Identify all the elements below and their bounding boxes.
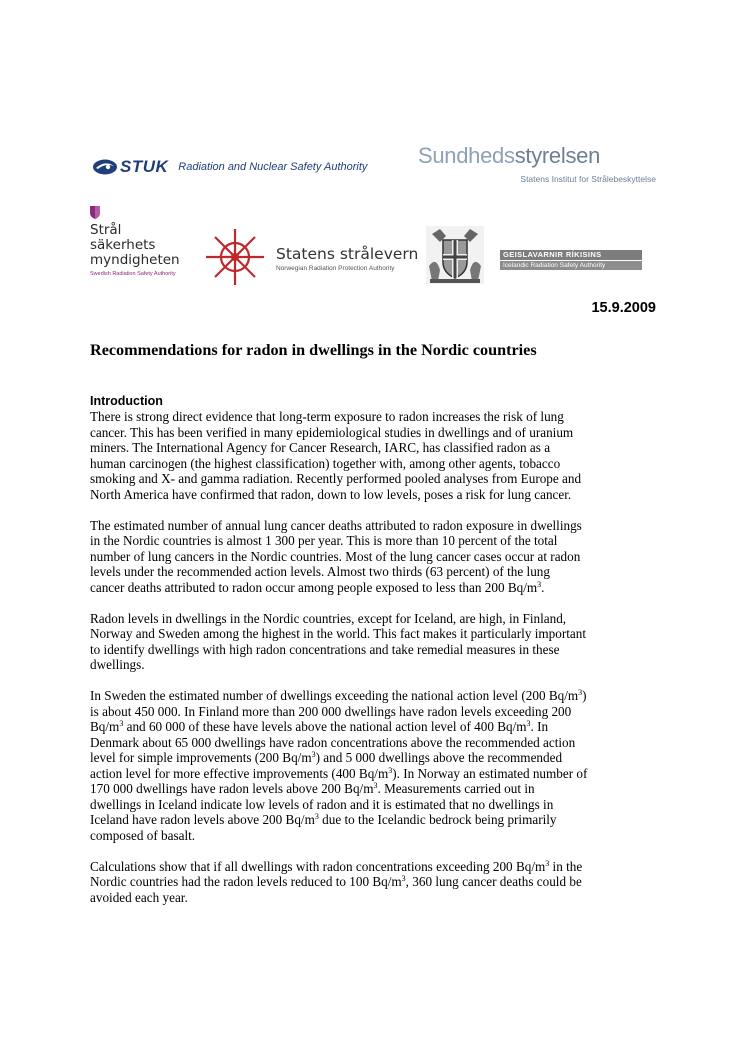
paragraph-line: The estimated number of annual lung cancer deaths attributed to radon exposure in dwellings: [90, 517, 582, 533]
stralevern-logo: [276, 245, 418, 272]
text-run: ) and 5 000 dwellings above the recommended: [315, 750, 563, 765]
unit-exponent: 3: [373, 781, 378, 790]
paragraph-line: in the Nordic countries is almost 1 300 per year. This is more than 10 percent of the total: [90, 533, 558, 548]
section-heading-introduction: Introduction: [90, 394, 163, 408]
sundhedsstyrelsen-logo-subtitle: Statens Institut for Strålebeskyttelse: [520, 174, 656, 184]
ssm-logo: [90, 206, 200, 277]
text-run: . In: [530, 719, 549, 734]
paragraph-line: Denmark about 65 000 dwellings have radon concentrations above the recommended action: [90, 734, 576, 750]
document-body: [90, 394, 670, 921]
unit-bq-m3: [516, 859, 549, 874]
text-run: level for simple improvements (200: [90, 750, 283, 765]
paragraph-line: [90, 874, 670, 890]
stralevern-emblem-icon: [202, 225, 268, 289]
paragraph-1: [90, 409, 670, 502]
unit-bq-m3: [90, 719, 123, 734]
stralevern-logo-subtitle: Norwegian Radiation Protection Authority: [276, 265, 395, 272]
unit-base: Bq/m: [90, 719, 120, 734]
paragraph-line: There is strong direct evidence that long-term exposure to radon increases the risk of lung: [90, 409, 564, 424]
unit-base: Bq/m: [358, 765, 389, 781]
ssm-logo-line-3: myndigheten: [90, 252, 180, 268]
paragraph-line: Radon levels in dwellings in the Nordic countries, except for Iceland, are high, in Finland,: [90, 610, 567, 626]
paragraph-line: Norway and Sweden among the highest in the world. This fact makes it particularly important: [90, 626, 586, 641]
paragraph-line: miners. The International Agency for Cancer Research, IARC, has classified radon as a: [90, 440, 551, 455]
unit-bq-m3: [344, 781, 377, 796]
paragraph-4: [90, 688, 670, 843]
paragraph-line: [90, 688, 670, 704]
unit-exponent: 3: [578, 688, 583, 697]
unit-exponent: 3: [388, 765, 393, 775]
text-run: Nordic countries had the radon levels reduced to 100: [90, 874, 373, 889]
sundhedsstyrelsen-logo: [418, 144, 658, 184]
unit-base: Bq/m: [507, 579, 538, 595]
text-run: Iceland have radon levels above 200: [90, 812, 286, 827]
paragraph-line: [90, 750, 670, 766]
unit-exponent: 3: [545, 858, 550, 868]
unit-exponent: 3: [537, 579, 542, 589]
stralevern-logo-name: Statens strålevern: [276, 245, 419, 263]
paragraph-line: to identify dwellings with high radon concentrations and take remedial measures in these: [90, 641, 560, 657]
ssm-logo-line-1: Strål: [90, 222, 122, 238]
stuk-logo-name: STUK: [120, 157, 169, 176]
document-date: 15.9.2009: [591, 300, 656, 316]
unit-bq-m3: [508, 580, 541, 595]
unit-exponent: 3: [526, 719, 531, 728]
unit-base: Bq/m: [548, 688, 579, 703]
paragraph-line: smoking and X- and gamma radiation. Recently performed pooled analyses from Europe and: [90, 471, 582, 486]
text-run: In Sweden the estimated number of dwellings exceeding the national action level (200: [90, 688, 549, 703]
sundhedsstyrelsen-logo-name: [418, 144, 658, 168]
text-run: due to the Icelandic bedrock being primarily: [318, 812, 557, 827]
paragraph-line: [90, 766, 670, 782]
unit-base: Bq/m: [344, 781, 374, 796]
ssm-shield-icon: [90, 206, 100, 219]
paragraph-line: number of lung cancers in the Nordic countries. Most of the lung cancer cases occur at radon: [90, 548, 581, 564]
paragraph-line: dwellings.: [90, 657, 145, 672]
geislavarnir-logo: [500, 250, 642, 270]
text-run: ): [582, 688, 587, 703]
paragraph-line: [90, 781, 670, 797]
paragraph-line: North America have confirmed that radon, down to low levels, poses a risk for lung cancer.: [90, 486, 572, 502]
unit-bq-m3: [286, 812, 319, 827]
paragraph-line: [90, 719, 670, 735]
unit-base: Bq/m: [497, 719, 527, 734]
unit-exponent: 3: [401, 874, 406, 883]
unit-bq-m3: [282, 750, 315, 765]
text-run: action level for more effective improvements (400: [90, 765, 359, 781]
paragraph-3: [90, 611, 670, 673]
unit-exponent: 3: [119, 719, 124, 728]
geislavarnir-logo-subtitle: Icelandic Radiation Safety Authority: [500, 261, 642, 270]
paragraph-line: [90, 859, 670, 875]
unit-bq-m3: [497, 719, 530, 734]
paragraph-line: [90, 580, 670, 596]
stuk-logo-tagline: Radiation and Nuclear Safety Authority: [178, 161, 368, 173]
unit-base: Bq/m: [285, 812, 315, 827]
icelandic-crest-icon: [426, 226, 484, 284]
ssm-logo-line-2: säkerhets: [90, 237, 156, 253]
paragraph-5: [90, 859, 670, 906]
paragraph-line: levels under the recommended action levels. Almost two thirds (63 percent) of the lung: [90, 564, 550, 579]
unit-base: Bq/m: [282, 750, 312, 765]
unit-base: Bq/m: [515, 858, 546, 874]
ssm-logo-subtitle: Swedish Radiation Safety Authority: [90, 271, 176, 277]
document-title: Recommendations for radon in dwellings in the Nordic countries: [90, 341, 537, 359]
unit-exponent: 3: [311, 750, 316, 759]
geislavarnir-logo-name: GEISLAVARNIR RÍKISINS: [500, 250, 642, 260]
paragraph-line: dwellings in Iceland indicate low levels of radon and it is estimated that no dwellings in: [90, 796, 554, 812]
text-run: cancer deaths attributed to radon occur among people exposed to less than 200: [90, 579, 508, 595]
sundhedsstyrelsen-name-part2: styrelsen: [514, 143, 601, 168]
unit-bq-m3: [372, 874, 405, 889]
unit-bq-m3: [359, 766, 392, 781]
paragraph-line: [90, 812, 670, 828]
text-run: . Measurements carried out in: [377, 781, 535, 796]
stuk-logo: [92, 155, 367, 179]
paragraph-line: composed of basalt.: [90, 827, 196, 843]
unit-base: Bq/m: [372, 874, 402, 889]
paragraph-2: [90, 518, 670, 596]
paragraph-line: cancer. This has been verified in many epidemiological studies in dwellings and of uranium: [90, 424, 574, 440]
unit-exponent: 3: [314, 812, 319, 821]
paragraph-line: avoided each year.: [90, 889, 188, 905]
text-run: 170 000 dwellings have radon levels above 200: [90, 781, 345, 796]
text-run: Calculations show that if all dwellings with radon concentrations exceeding 200: [90, 858, 516, 874]
paragraph-line: is about 450 000. In Finland more than 200 000 dwellings have radon levels exceeding 200: [90, 703, 572, 719]
unit-bq-m3: [549, 688, 582, 703]
text-run: , 360 lung cancer deaths could be: [405, 874, 582, 889]
text-run: ). In Norway an estimated number of: [392, 765, 588, 781]
text-run: .: [541, 579, 545, 595]
paragraph-line: human carcinogen (the highest classification) together with, among other agents, tobacco: [90, 455, 561, 471]
text-run: in the: [549, 858, 583, 874]
sundhedsstyrelsen-name-part1: Sundheds: [418, 143, 515, 168]
text-run: and 60 000 of these have levels above the national action level of 400: [123, 719, 498, 734]
stuk-emblem-icon: [92, 158, 118, 176]
